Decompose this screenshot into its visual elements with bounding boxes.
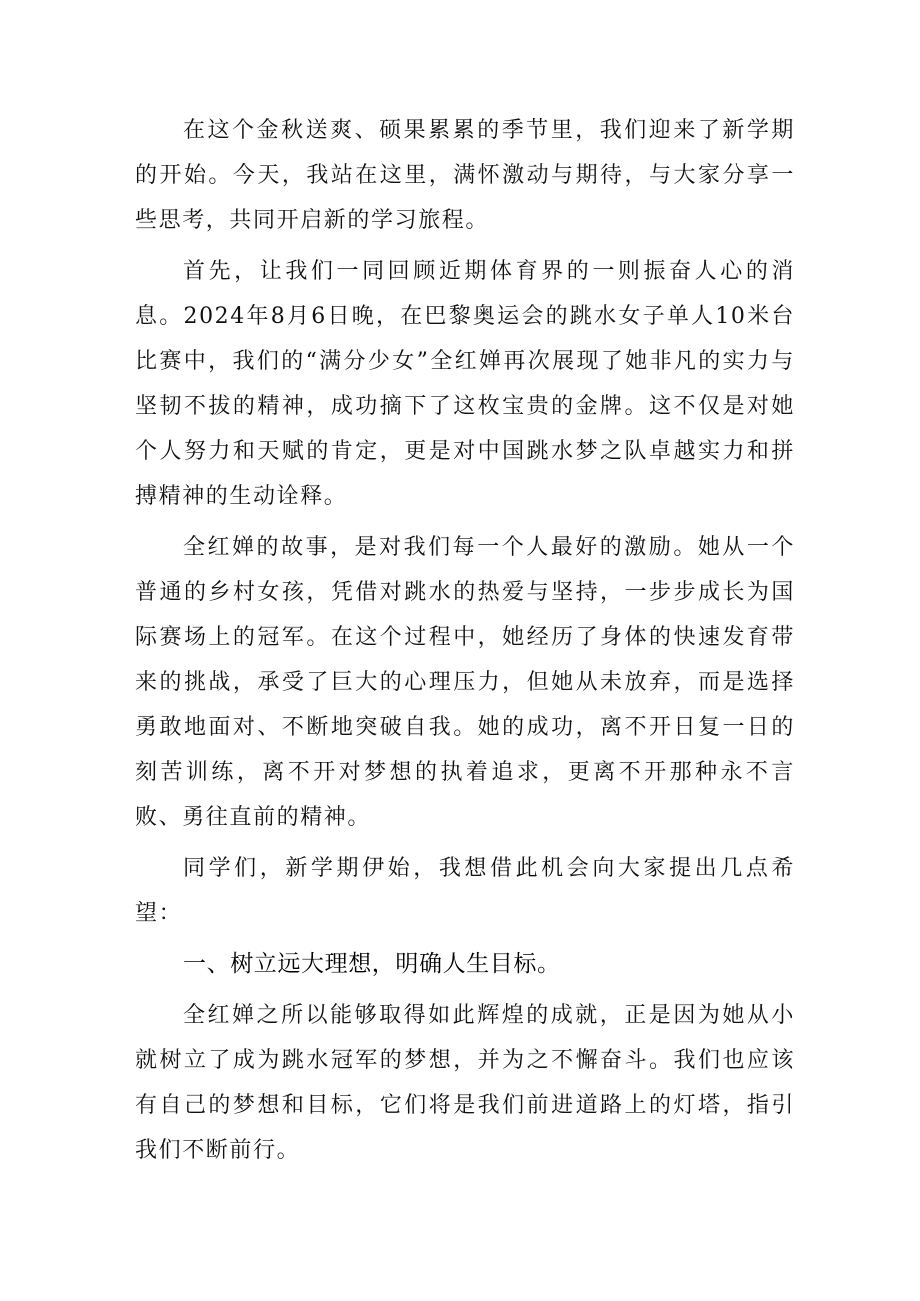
paragraph-ideals: 全红婵之所以能够取得如此辉煌的成就，正是因为她从小就树立了成为跳水冠军的梦想，并为之不懈奋斗。我们也应该有自己的梦想和目标，它们将是我们前进道路上的灯塔，指引我们不断前行。 (135, 1003, 795, 1163)
paragraph-hopes-intro: 同学们，新学期伊始，我想借此机会向大家提出几点希望： (135, 856, 795, 926)
paragraph-opening: 在这个金秋送爽、硕果累累的季节里，我们迎来了新学期的开始。今天，我站在这里，满怀激动与期待，与大家分享一些思考，共同开启新的学习旅程。 (135, 118, 795, 233)
paragraph-news: 首先，让我们一同回顾近期体育界的一则振奋人心的消息。2024年8月6日晚，在巴黎奥运会的跳水女子单人10米台比赛中，我们的“满分少女”全红婵再次展现了她非凡的实力与坚韧不拔的精神，成功摘下了这枚宝贵的金牌。这不仅是对她个人努力和天赋的肯定，更是对中国跳水梦之队卓越实力和拼搏精神的生动诠释。 (135, 259, 795, 509)
document-body (135, 108, 795, 1179)
section-heading-1: 一、树立远大理想，明确人生目标。 (183, 951, 561, 977)
paragraph-story: 全红婵的故事，是对我们每一个人最好的激励。她从一个普通的乡村女孩，凭借对跳水的热爱与坚持，一步步成长为国际赛场上的冠军。在这个过程中，她经历了身体的快速发育带来的挑战，承受了巨大的心理压力，但她从未放弃，而是选择勇敢地面对、不断地突破自我。她的成功，离不开日复一日的刻苦训练，离不开对梦想的执着追求，更离不开那种永不言败、勇往直前的精神。 (135, 535, 795, 830)
